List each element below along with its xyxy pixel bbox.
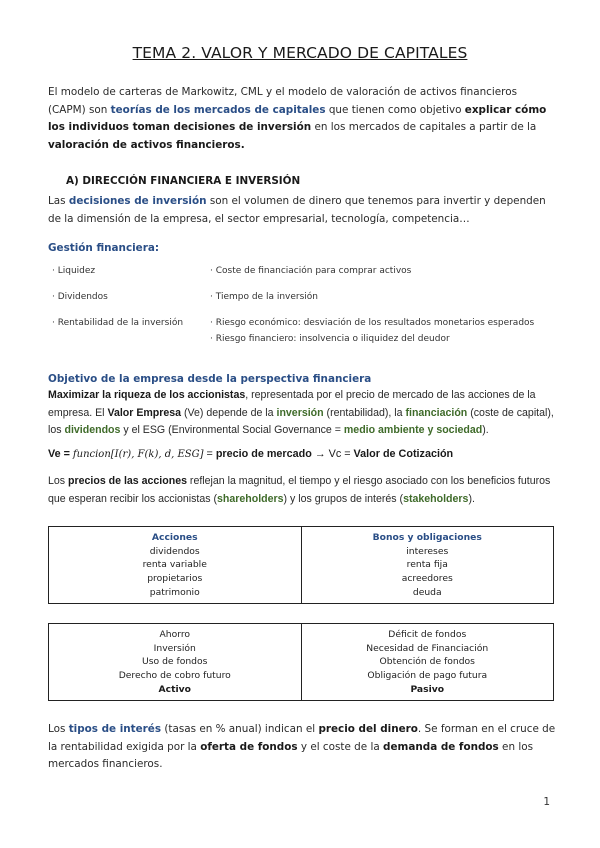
table-cell-text: patrimonio (149, 586, 200, 598)
tipos-text-5: . Se forman en el cruce de la rentabilidad exigida por la (48, 723, 556, 753)
table-cell-text: Necesidad de Financiación (366, 642, 489, 654)
objetivo-green-inversion: inversión (276, 406, 324, 419)
gestion-left-item: · Liquidez (52, 266, 96, 276)
table-cell-text: Ahorro (159, 629, 191, 640)
pasivo-cell (301, 624, 554, 701)
objetivo-green-dividendos: dividendos (64, 424, 121, 436)
formula-funcion: funcion (72, 449, 111, 460)
section-a-highlight: decisiones de inversión (68, 195, 207, 207)
objetivo-green-financiacion: financiación (405, 406, 468, 419)
precios-bold: precios de las acciones (68, 475, 187, 487)
precios-text-3: reflejan la magnitud, el tiempo y el riesgo asociado con los beneficios futuros que esperan recibir los accionistas ( (48, 475, 551, 505)
objetivo-text-2: , representada por el precio de mercado de las acciones de la empresa. El (48, 389, 536, 419)
intro-text-5: en los mercados de capitales a partir de la (311, 121, 537, 133)
section-a-paragraph (48, 193, 556, 228)
objetivo-text-6: (rentabilidad), la (323, 406, 406, 419)
formula-arrow-vc: → Vc = (311, 448, 354, 460)
intro-highlight-teorias: teorías de los mercados de capitales (110, 103, 326, 116)
intro-paragraph (48, 84, 556, 154)
formula-args: [I(r), F(k), d, ESG] (110, 449, 204, 460)
table-cell-text: renta variable (142, 559, 207, 571)
table-cell-text: Déficit de fondos (388, 629, 467, 640)
table-cell-text: Uso de fondos (142, 656, 208, 668)
precios-paragraph (48, 473, 556, 508)
valor-empresa-formula (48, 448, 453, 460)
table-row (49, 624, 554, 701)
table-cell-text: dividendos (149, 545, 200, 557)
acciones-header: Acciones (151, 532, 198, 543)
table-row (49, 527, 554, 604)
formula-equals: = (203, 448, 216, 460)
intro-bold-explicar: explicar cómo los individuos toman decisiones de inversión (48, 103, 547, 133)
section-a-text-3: son el volumen de dinero que tenemos para invertir y dependen de la dimensión de la empresa, el sector empresarial, tecnología, competencia… (48, 195, 546, 225)
table-cell-text: acreedores (401, 573, 453, 585)
gestion-right-item: · Riesgo económico: desviación de los resultados monetarios esperados (210, 318, 535, 328)
page-title: TEMA 2. VALOR Y MERCADO DE CAPITALES (132, 44, 468, 62)
objetivo-bold-1: Maximizar la riqueza de los accionistas (48, 389, 246, 401)
precios-text-1: Los (48, 475, 69, 487)
tipos-text-1: Los (48, 723, 69, 735)
table-cell-text: Derecho de cobro futuro (118, 670, 231, 682)
table-cell-text: deuda (412, 586, 442, 598)
activo-total: Activo (158, 683, 191, 695)
objetivo-green-medio-ambiente: medio ambiente y sociedad (343, 424, 483, 436)
gestion-right-item: · Coste de financiación para comprar activos (210, 266, 412, 276)
objetivo-text-12: ). (482, 424, 489, 436)
objetivo-title: Objetivo de la empresa desde la perspectiva financiera (48, 373, 372, 385)
formula-valor-cotizacion: Valor de Cotización (353, 448, 454, 460)
gestion-right-item: · Riesgo financiero: insolvencia o iliquidez del deudor (210, 334, 450, 344)
tipos-bold-precio: precio del dinero (318, 723, 418, 735)
table-cell-text: Inversión (153, 642, 196, 654)
precios-green-shareholders: shareholders (217, 492, 284, 505)
gestion-left-item: · Dividendos (52, 292, 108, 302)
tipos-text-3: (tasas en % anual) indican el (161, 723, 319, 735)
tipos-highlight: tipos de interés (68, 723, 162, 735)
tipos-bold-oferta: oferta de fondos (200, 740, 298, 753)
bonos-header: Bonos y obligaciones (372, 532, 482, 543)
tipos-text-7: y el coste de la (297, 740, 384, 753)
precios-text-7: ). (468, 492, 475, 505)
intro-text-3: que tienen como objetivo (325, 103, 465, 116)
tipos-paragraph (48, 721, 556, 774)
tipos-bold-demanda: demanda de fondos (383, 740, 499, 753)
bonos-cell (301, 527, 554, 604)
table-cell-text: intereses (406, 545, 449, 557)
pasivo-total: Pasivo (410, 683, 445, 695)
precios-text-5: ) y los grupos de interés ( (283, 492, 404, 505)
objetivo-text-8: (coste de capital), los (48, 406, 554, 436)
table-cell-text: Obligación de pago futura (367, 670, 488, 682)
formula-precio-mercado: precio de mercado (215, 448, 312, 460)
tipos-text-9: en los mercados financieros. (48, 740, 533, 770)
activo-cell (49, 624, 302, 701)
page-number: 1 (543, 796, 550, 808)
acciones-cell (49, 527, 302, 604)
table-cell-text: renta fija (406, 559, 448, 571)
table-cell-text: propietarios (147, 573, 203, 585)
objetivo-paragraph (48, 387, 556, 440)
objetivo-text-10: y el ESG (Environmental Social Governance = (120, 424, 344, 436)
gestion-right-item: · Tiempo de la inversión (210, 292, 318, 302)
formula-ve: Ve = (48, 448, 73, 460)
objetivo-bold-valor-empresa: Valor Empresa (107, 406, 182, 419)
activo-pasivo-table (48, 623, 554, 701)
section-a-heading: A) DIRECCIÓN FINANCIERA E INVERSIÓN (66, 175, 301, 187)
gestion-title: Gestión financiera: (48, 242, 160, 254)
section-a-text-1: Las (48, 195, 69, 207)
intro-text-1: El modelo de carteras de Markowitz, CML y el modelo de valoración de activos financieros (CAPM) son (48, 86, 517, 116)
table-cell-text: Obtención de fondos (379, 656, 475, 668)
intro-bold-valoracion: valoración de activos financieros. (48, 138, 245, 151)
acciones-bonos-table (48, 526, 554, 604)
gestion-left-item: · Rentabilidad de la inversión (52, 318, 184, 328)
objetivo-text-4: (Ve) depende de la (181, 406, 277, 419)
precios-green-stakeholders: stakeholders (403, 492, 469, 505)
